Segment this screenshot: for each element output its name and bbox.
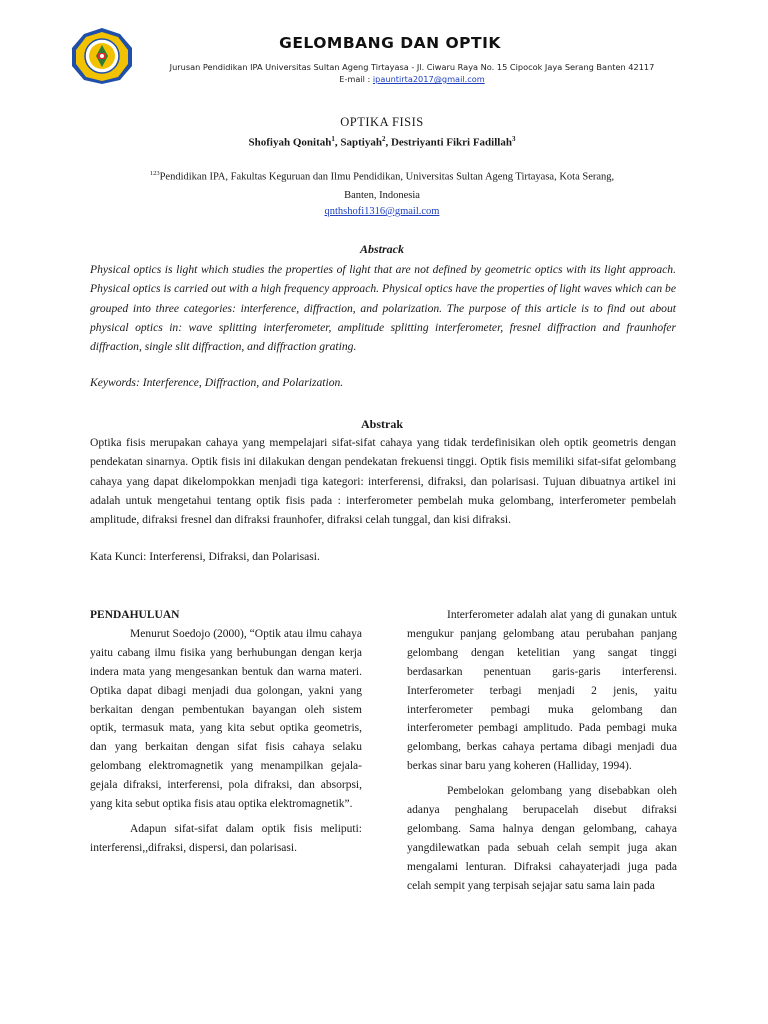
paper-title: OPTIKA FISIS (340, 115, 424, 129)
abstract-text-id: Optika fisis merupakan cahaya yang mempelajari sifat-sifat cahaya yang tidak terdefinisikan oleh optik geometris dengan pendekatan sinarnya. Optik fisis ini dilakukan dengan pendekatan frekuensi tinggi. Optik fisis memiliki sifat-sifat gelombang cahaya yang dapat dikelompokkan menjadi tiga kategori: interferensi, difraksi, dan polarisasi. Tujuan dibuatnya artikel ini adalah untuk mengetahui tentang optik fisis pada : interferometer pembelah muka gelombang, interferometer pembelah amplitude, difraksi fresnel dan difraksi fraunhofer, difraksi celah tunggal, dan kisi difraksi. (90, 436, 676, 527)
keywords-id: Kata Kunci: Interferensi, Difraksi, dan Polarisasi. (90, 550, 320, 563)
university-seal-icon (70, 26, 134, 86)
affiliation-line: $^{123}$Pendidikan IPA, Fakultas Keguruan dan Ilmu Pendidikan, Universitas Sultan Ageng Tirtayasa, Kota Serang, (149, 170, 615, 183)
author-affiliation-mark: 1 (331, 135, 335, 143)
journal-email-link[interactable]: ipauntirta2017@gmail.com (372, 74, 485, 84)
abstract-heading-id: Abstrak (360, 417, 403, 431)
keywords-en: Keywords: Interference, Diffraction, and Polarization. (90, 376, 344, 389)
paragraph: Menurut Soedojo (2000), “Optik atau ilmu cahaya yaitu cabang ilmu fisika yang berhubungan dengan kerja indera mata yang mengesankan bentuk dan warna materi. Optika dapat dibagi menjadi dua golongan, yakni yang berkaitan dengan pembentukan bayangan oleh sistem optik, termasuk mata, yang kita sebut optika geometris, dan yang berkaitan dengan sifat fisis cahaya selaku gelombang elektromagnetik yang menampilkan gejala-gejala difraksi, interferensi, pola difraksi, dan absorpsi, yang kita sebut optika fisis atau optika elektromagnetik”. (90, 627, 362, 811)
author-email-link[interactable]: qnthshofi1316@gmail.com (324, 206, 440, 217)
author-affiliation-mark: 2 (381, 135, 386, 143)
paragraph: Pembelokan gelombang yang disebabkan oleh adanya penghalang berupacelah disebut difraksi gelombang. Sama halnya dengan gelombang, cahaya yangdilewatkan pada sebuah celah sempit juga akan mengalami lenturan. Difraksi cahayaterjadi juga pada celah sempit yang terpisah sejajar satu sama lain pada (407, 785, 677, 892)
author-name: Saptiyah (340, 136, 382, 149)
journal-title: GELOMBANG DAN OPTIK (279, 34, 501, 52)
paragraph: Adapun sifat-sifat dalam optik fisis meliputi: interferensi,,difraksi, dispersi, dan polarisasi. (90, 822, 362, 854)
abstract-heading-en: Abstrack (359, 242, 404, 256)
author-affiliation-mark: 3 (511, 135, 516, 143)
body-column-left (90, 606, 362, 864)
section-heading: PENDAHULUAN (90, 609, 180, 621)
paragraph: Interferometer adalah alat yang di gunakan untuk mengukur panjang gelombang atau perubahan panjang gelombang dengan ketelitian yang sangat tinggi berdasarkan penentuan garis-garis interferensi. Interferometer terbagi menjadi 2 jenis, yaitu interferometer pembagi muka gelombang dan interferometer pembagi amplitudo. Pada pembagi muka gelombang, berkas cahaya pertama dibagi menjadi dua berkas sinar baru yang koheren (Halliday, 1994). (407, 609, 677, 773)
journal-address: Jurusan Pendidikan IPA Universitas Sultan Ageng Tirtayasa - Jl. Ciwaru Raya No. 15 Cipocok Jaya Serang Banten 42117 (169, 62, 655, 72)
journal-email-line (142, 74, 682, 84)
affiliation-line: Banten, Indonesia (344, 190, 420, 201)
journal-email-label: E-mail : (339, 74, 373, 84)
abstract-text-en: Physical optics is light which studies the properties of light that are not defined by geometric optics with its light approach. Physical optics is carried out with a high frequency approach. Physical optics have the properties of light waves which can be grouped into three categories: interference, diffraction, and polarization. The purpose of this article is to find out about physical optics in: wave splitting interferometer, amplitude splitting interferometer, fresnel diffraction and fraunhofer diffraction, single slit diffraction, and diffraction grating. (90, 263, 676, 354)
body-column-right (407, 606, 677, 902)
author-list: Shofiyah Qonitah$^1$, Saptiyah$^2$, Destriyanti Fikri Fadillah$^3$ (248, 135, 516, 149)
affiliation-mark: 123 (149, 170, 160, 177)
author-name: Shofiyah Qonitah (248, 136, 332, 149)
author-name: Destriyanti Fikri Fadillah (390, 136, 512, 149)
